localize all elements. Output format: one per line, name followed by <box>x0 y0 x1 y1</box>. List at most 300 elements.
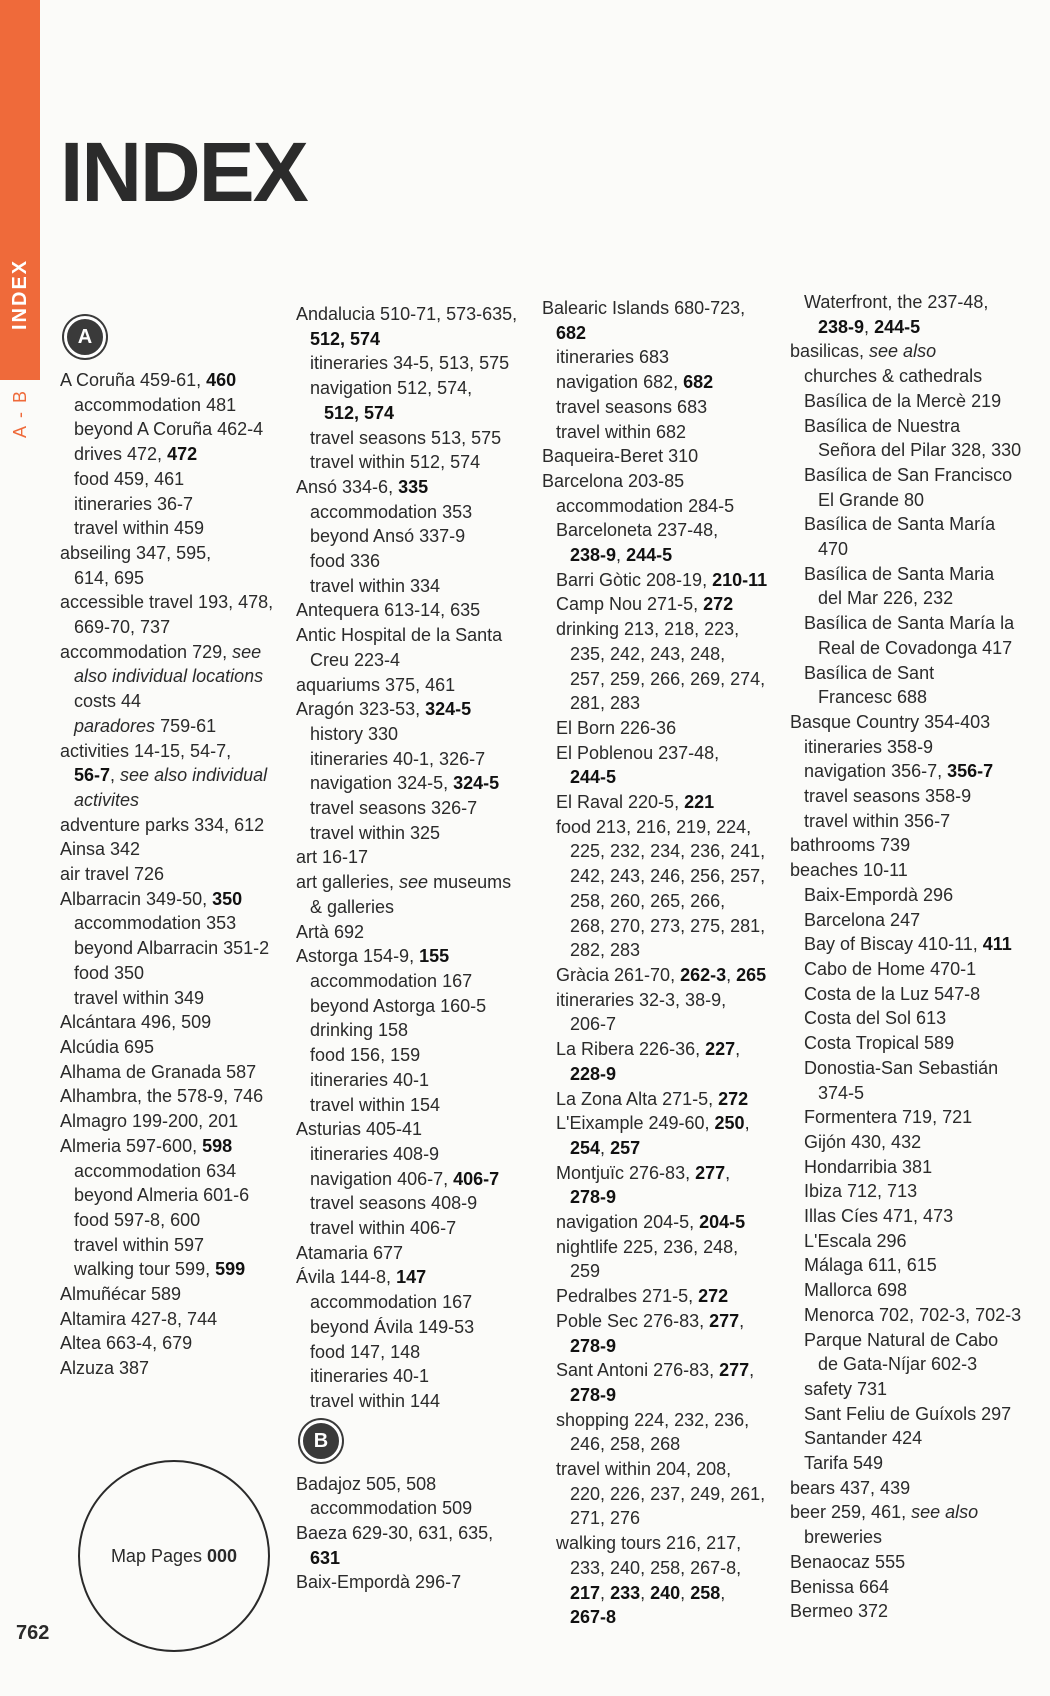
index-entry <box>790 833 1021 858</box>
entry-text: Alcántara 496, 509 <box>60 1012 212 1033</box>
entry-text: beyond A Coruña 462-4 <box>74 419 264 440</box>
entry-text: La Zona Alta 271-5, <box>556 1088 719 1109</box>
entry-text: travel within 204, 208, <box>556 1459 732 1480</box>
entry-text: Ansó 334-6, <box>296 476 399 497</box>
index-entry <box>790 858 1021 883</box>
index-entry-continuation <box>790 636 1021 661</box>
index-entry <box>296 475 517 500</box>
bold-page-ref: 244-5 <box>874 316 921 337</box>
entry-text: Atamaria 677 <box>296 1242 404 1263</box>
entry-text: , <box>600 1137 611 1158</box>
index-entry <box>296 673 517 698</box>
entry-text: 282, 283 <box>570 940 641 961</box>
index-entry-continuation <box>60 615 273 640</box>
entry-text: & galleries <box>310 896 395 917</box>
entry-text: El Born 226-36 <box>556 717 677 738</box>
index-subentry <box>790 735 1021 760</box>
entry-text: , <box>110 765 121 786</box>
entry-text: air travel 726 <box>60 864 165 885</box>
entry-text: Costa Tropical 589 <box>804 1033 955 1054</box>
entry-text: 225, 232, 234, 236, 241, <box>570 841 766 862</box>
index-entry-continuation <box>542 667 767 692</box>
entry-text: travel within 406-7 <box>310 1218 457 1239</box>
entry-text: beyond Astorga 160-5 <box>310 995 487 1016</box>
entry-text: navigation 356-7, <box>804 761 948 782</box>
entry-text: , <box>726 964 737 985</box>
bold-page-ref: 350 <box>212 888 243 909</box>
entry-text: Bay of Biscay 410-11, <box>804 934 983 955</box>
entry-text: Santander 424 <box>804 1428 923 1449</box>
bold-page-ref: 411 <box>982 934 1012 955</box>
entry-text: Almagro 199-200, 201 <box>60 1111 239 1132</box>
entry-text: accommodation 481 <box>74 394 237 415</box>
entry-text: Basílica de Santa Maria <box>804 563 995 584</box>
entry-text: travel within 334 <box>310 575 441 596</box>
index-entry <box>60 1060 273 1085</box>
page-number: 762 <box>16 1622 50 1644</box>
entry-text: Gijón 430, 432 <box>804 1131 922 1152</box>
bold-page-ref: 599 <box>215 1259 246 1280</box>
index-entry-continuation <box>296 895 517 920</box>
index-column-3 <box>542 296 767 1630</box>
index-entry-continuation <box>542 1605 767 1630</box>
bold-page-ref: 147 <box>396 1267 427 1288</box>
entry-text: travel seasons 408-9 <box>310 1193 478 1214</box>
index-entry-continuation <box>296 648 517 673</box>
index-subentry <box>296 1043 517 1068</box>
index-column-4 <box>790 290 1021 1624</box>
entry-text: beer 259, 461, <box>790 1502 912 1523</box>
entry-text: 242, 243, 246, 256, 257, <box>570 866 766 887</box>
index-entry <box>296 302 517 327</box>
index-subentry <box>60 936 273 961</box>
entry-text: itineraries 34-5, 513, 575 <box>310 353 510 374</box>
index-subentry <box>790 759 1021 784</box>
index-entry <box>60 739 273 764</box>
italic-text: see also <box>911 1502 979 1523</box>
index-subentry <box>790 908 1021 933</box>
index-subentry <box>296 500 517 525</box>
index-entry <box>790 1599 1021 1624</box>
index-entry-continuation <box>790 364 1021 389</box>
index-entry <box>60 887 273 912</box>
entry-text: , <box>725 1162 731 1183</box>
index-entry-continuation <box>542 765 767 790</box>
index-entry-continuation <box>542 691 767 716</box>
index-subentry <box>296 821 517 846</box>
entry-text: Montjuïc 276-83, <box>556 1162 696 1183</box>
section-letter-badge: A <box>64 316 106 358</box>
index-entry <box>790 1575 1021 1600</box>
index-entry-continuation <box>542 864 767 889</box>
entry-text: Barcelona 203-85 <box>542 470 685 491</box>
map-pages-label: Map Pages <box>110 1545 202 1566</box>
index-subentry <box>790 562 1021 587</box>
entry-text: Menorca 702, 702-3, 702-3 <box>804 1304 1022 1325</box>
index-subentry <box>542 1358 767 1383</box>
index-entry-continuation <box>542 543 767 568</box>
entry-text: itineraries 32-3, 38-9, <box>556 989 727 1010</box>
index-subentry <box>542 1210 767 1235</box>
index-subentry <box>296 1018 517 1043</box>
index-entry <box>542 469 767 494</box>
index-entry-continuation <box>790 315 1021 340</box>
bold-page-ref: 244-5 <box>570 767 617 788</box>
entry-text: L'Escala 296 <box>804 1230 907 1251</box>
index-entry <box>296 870 517 895</box>
entry-text: Donostia-San Sebastián <box>804 1057 999 1078</box>
entry-text: de Gata-Níjar 602-3 <box>818 1354 978 1375</box>
index-subentry <box>60 1257 273 1282</box>
entry-text: 281, 283 <box>570 693 641 714</box>
index-entry <box>60 1010 273 1035</box>
entry-text: 614, 695 <box>74 567 145 588</box>
index-entry <box>542 296 767 321</box>
index-subentry <box>790 414 1021 439</box>
entry-text: , <box>739 1310 745 1331</box>
entry-text: accommodation 353 <box>74 913 237 934</box>
index-subentry <box>790 1303 1021 1328</box>
index-subentry <box>542 1235 767 1260</box>
entry-text: Benaocaz 555 <box>790 1551 906 1572</box>
index-subentry <box>790 1278 1021 1303</box>
index-subentry <box>296 1290 517 1315</box>
entry-text: itineraries 40-1, 326-7 <box>310 748 486 769</box>
entry-text: costs 44 <box>74 691 142 712</box>
entry-text: Balearic Islands 680-723, <box>542 298 746 318</box>
entry-text: Alcúdia 695 <box>60 1036 155 1057</box>
section-letter-badge: B <box>300 1420 342 1462</box>
entry-text: food 597-8, 600 <box>74 1209 201 1230</box>
index-entry <box>60 862 273 887</box>
index-subentry <box>60 911 273 936</box>
entry-text: beyond Albarracin 351-2 <box>74 938 270 959</box>
entry-text: La Ribera 226-36, <box>556 1039 706 1060</box>
entry-text: Baeza 629-30, 631, 635, <box>296 1523 494 1544</box>
index-entry-continuation <box>542 1383 767 1408</box>
index-subentry <box>542 1284 767 1309</box>
index-subentry <box>542 1087 767 1112</box>
index-subentry <box>60 516 273 541</box>
bold-page-ref: 272 <box>718 1088 749 1109</box>
index-entry-continuation <box>790 586 1021 611</box>
entry-text: 268, 270, 273, 275, 281, <box>570 915 766 936</box>
entry-text: navigation 512, 574, <box>310 378 473 399</box>
entry-text: Asturias 405-41 <box>296 1119 423 1140</box>
entry-text: Almuñécar 589 <box>60 1284 182 1305</box>
index-entry-continuation <box>542 889 767 914</box>
entry-text: activities 14-15, 54-7, <box>60 740 232 761</box>
index-subentry <box>542 568 767 593</box>
index-subentry <box>60 492 273 517</box>
index-entry-continuation <box>60 664 273 689</box>
entry-text: churches & cathedrals <box>804 366 983 387</box>
entry-text: food 213, 216, 219, 224, <box>556 816 752 837</box>
entry-text: museums <box>428 872 512 893</box>
entry-text: breweries <box>804 1527 883 1548</box>
index-entry <box>296 697 517 722</box>
entry-text: 669-70, 737 <box>74 617 171 638</box>
index-entry <box>296 598 517 623</box>
entry-text: safety 731 <box>804 1378 888 1399</box>
entry-text: El Grande 80 <box>818 489 925 510</box>
index-subentry <box>60 442 273 467</box>
bold-page-ref: 257 <box>610 1137 641 1158</box>
index-entry <box>60 640 273 665</box>
bold-page-ref: 221 <box>684 792 715 813</box>
index-entry-continuation <box>542 1581 767 1606</box>
index-subentry <box>60 714 273 739</box>
bold-page-ref: 324-5 <box>453 773 500 794</box>
entry-text: Costa de la Luz 547-8 <box>804 983 981 1004</box>
bold-page-ref: 267-8 <box>570 1607 617 1628</box>
index-subentry <box>296 450 517 475</box>
entry-text: food 350 <box>74 962 145 983</box>
index-subentry <box>296 1364 517 1389</box>
entry-text: Baix-Empordà 296 <box>804 884 954 905</box>
italic-text: see also <box>869 341 937 362</box>
entry-text: walking tour 599, <box>74 1259 216 1280</box>
entry-text: navigation 406-7, <box>310 1168 454 1189</box>
entry-text: , <box>749 1360 755 1381</box>
index-subentry <box>790 1105 1021 1130</box>
bold-page-ref: 238-9 <box>818 316 865 337</box>
entry-text: itineraries 40-1 <box>310 1069 430 1090</box>
entry-text: Sant Antoni 276-83, <box>556 1360 720 1381</box>
entry-text: beyond Almeria 601-6 <box>74 1185 250 1206</box>
index-column-2 <box>296 302 517 1595</box>
entry-text: Costa del Sol 613 <box>804 1008 947 1029</box>
entry-text: accommodation 509 <box>310 1498 473 1519</box>
index-subentry <box>542 1531 767 1556</box>
index-subentry <box>296 994 517 1019</box>
index-subentry <box>542 790 767 815</box>
index-entry-continuation <box>542 1136 767 1161</box>
index-subentry <box>790 611 1021 636</box>
entry-text: El Raval 220-5, <box>556 792 685 813</box>
map-pages-number: 000 <box>207 1545 238 1566</box>
bold-page-ref: 155 <box>419 946 450 967</box>
index-entry <box>60 1356 273 1381</box>
map-pages-badge <box>78 1460 270 1652</box>
index-subentry <box>790 290 1021 315</box>
entry-text: travel seasons 358-9 <box>804 786 972 807</box>
entry-text: accommodation 353 <box>310 501 473 522</box>
entry-text: 220, 226, 237, 249, 261, <box>570 1483 766 1504</box>
entry-text: shopping 224, 232, 236, <box>556 1409 750 1430</box>
entry-text: Astorga 154-9, <box>296 946 420 967</box>
bold-page-ref: 324-5 <box>425 699 472 720</box>
entry-text: travel seasons 326-7 <box>310 798 478 819</box>
index-entry-continuation <box>542 914 767 939</box>
index-subentry <box>790 389 1021 414</box>
index-entry-continuation <box>542 1259 767 1284</box>
index-subentry <box>790 809 1021 834</box>
entry-text: travel within 356-7 <box>804 810 951 831</box>
index-subentry <box>790 1130 1021 1155</box>
entry-text: food 147, 148 <box>310 1341 421 1362</box>
entry-text: 271, 276 <box>570 1508 641 1529</box>
index-entry <box>60 1134 273 1159</box>
index-subentry <box>542 1408 767 1433</box>
index-entry <box>60 837 273 862</box>
index-subentry <box>296 1340 517 1365</box>
entry-text: 759-61 <box>155 715 217 736</box>
entry-text: 470 <box>818 539 849 560</box>
entry-text: Gràcia 261-70, <box>556 964 681 985</box>
index-subentry <box>542 815 767 840</box>
entry-text: itineraries 408-9 <box>310 1143 440 1164</box>
entry-text: Almeria 597-600, <box>60 1135 203 1156</box>
entry-text: art 16-17 <box>296 847 369 868</box>
entry-text: , <box>744 1113 750 1134</box>
index-entry <box>296 623 517 648</box>
entry-text: nightlife 225, 236, 248, <box>556 1236 739 1257</box>
entry-text: Francesc 688 <box>818 687 928 708</box>
bold-page-ref: 272 <box>698 1286 729 1307</box>
index-entry <box>60 813 273 838</box>
index-entry <box>296 1472 517 1497</box>
index-subentry <box>296 1068 517 1093</box>
index-subentry <box>296 1315 517 1340</box>
index-entry-continuation <box>60 763 273 788</box>
entry-text: travel within 512, 574 <box>310 452 481 473</box>
index-entry-continuation <box>60 566 273 591</box>
index-subentry <box>60 1233 273 1258</box>
bold-page-ref: 278-9 <box>570 1335 617 1356</box>
bold-page-ref: 210-11 <box>712 569 768 590</box>
entry-text: Alhambra, the 578-9, 746 <box>60 1086 264 1107</box>
entry-text: accommodation 729, <box>60 641 233 662</box>
entry-text: 257, 259, 266, 269, 274, <box>570 668 766 689</box>
bold-page-ref: 278-9 <box>570 1187 617 1208</box>
entry-text: Andalucia 510-71, 573-635, <box>296 304 518 324</box>
index-subentry <box>542 1111 767 1136</box>
index-subentry <box>296 747 517 772</box>
entry-text: Barcelona 247 <box>804 909 921 930</box>
index-subentry <box>542 1309 767 1334</box>
bold-page-ref: 472 <box>167 444 198 465</box>
entry-text: Málaga 611, 615 <box>804 1255 937 1276</box>
index-subentry <box>542 716 767 741</box>
entry-text: accessible travel 193, 478, <box>60 592 274 613</box>
entry-text: Waterfront, the 237-48, <box>804 292 989 312</box>
bold-page-ref: 278-9 <box>570 1384 617 1405</box>
italic-text: see <box>232 641 262 662</box>
entry-text: accommodation 284-5 <box>556 495 735 516</box>
index-subentry <box>296 1191 517 1216</box>
index-entry-continuation <box>790 488 1021 513</box>
bold-page-ref: 272 <box>703 594 734 615</box>
index-subentry <box>296 524 517 549</box>
entry-text: L'Eixample 249-60, <box>556 1113 715 1134</box>
index-entry <box>60 368 273 393</box>
index-subentry <box>790 1031 1021 1056</box>
entry-text: Bermeo 372 <box>790 1601 889 1622</box>
index-entry-continuation <box>542 1012 767 1037</box>
index-subentry <box>296 771 517 796</box>
index-subentry <box>296 1216 517 1241</box>
index-entry-continuation <box>790 1352 1021 1377</box>
index-entry-continuation <box>542 1334 767 1359</box>
entry-text: Señora del Pilar 328, 330 <box>818 440 1022 461</box>
entry-text: Cabo de Home 470-1 <box>804 958 977 979</box>
entry-text: Baix-Empordà 296-7 <box>296 1572 462 1593</box>
index-entry-continuation <box>542 1432 767 1457</box>
entry-text: , <box>680 1582 691 1603</box>
bold-page-ref: 233 <box>610 1582 641 1603</box>
entry-text: Basílica de Nuestra <box>804 415 961 436</box>
entry-text: Alzuza 387 <box>60 1358 150 1379</box>
index-entry-continuation <box>296 327 517 352</box>
index-subentry <box>790 1451 1021 1476</box>
index-entry-continuation <box>542 839 767 864</box>
index-subentry <box>296 1142 517 1167</box>
entry-text: abseiling 347, 595, <box>60 542 212 563</box>
index-entry <box>296 1521 517 1546</box>
entry-text: Barceloneta 237-48, <box>556 520 719 541</box>
index-subentry <box>60 986 273 1011</box>
index-subentry <box>790 957 1021 982</box>
entry-text: itineraries 683 <box>556 347 670 368</box>
entry-text: A Coruña 459-61, <box>60 370 207 390</box>
bold-page-ref: 238-9 <box>570 545 617 566</box>
index-entry-continuation <box>296 1546 517 1571</box>
index-entry <box>296 944 517 969</box>
bold-page-ref: 598 <box>202 1135 233 1156</box>
index-subentry <box>60 467 273 492</box>
entry-text: Antequera 613-14, 635 <box>296 600 481 621</box>
index-subentry <box>296 796 517 821</box>
entry-text: Parque Natural de Cabo <box>804 1329 999 1350</box>
index-subentry <box>296 376 517 401</box>
index-subentry <box>60 417 273 442</box>
entry-text: , <box>720 1582 726 1603</box>
index-subentry <box>542 963 767 988</box>
index-entry <box>296 1265 517 1290</box>
entry-text: , <box>864 316 875 337</box>
entry-text: Ávila 144-8, <box>296 1267 397 1288</box>
entry-text: 233, 240, 258, 267-8, <box>570 1557 742 1578</box>
index-subentry <box>790 1377 1021 1402</box>
index-entry <box>60 1282 273 1307</box>
index-entry <box>60 590 273 615</box>
bold-page-ref: 240 <box>650 1582 681 1603</box>
index-entry <box>296 920 517 945</box>
entry-text: aquariums 375, 461 <box>296 674 456 695</box>
entry-text: food 459, 461 <box>74 468 185 489</box>
entry-text: beaches 10-11 <box>790 860 908 881</box>
index-subentry <box>790 1328 1021 1353</box>
entry-text: Benissa 664 <box>790 1576 890 1597</box>
entry-text: drives 472, <box>74 444 168 465</box>
entry-text: navigation 324-5, <box>310 773 454 794</box>
bold-page-ref: 682 <box>683 372 714 393</box>
index-subentry <box>60 393 273 418</box>
entry-text: drinking 213, 218, 223, <box>556 619 740 640</box>
index-entry <box>296 845 517 870</box>
index-subentry <box>542 370 767 395</box>
index-entry-continuation <box>542 1062 767 1087</box>
entry-text: travel within 144 <box>310 1390 441 1411</box>
index-entry-continuation <box>790 438 1021 463</box>
index-subentry <box>790 1056 1021 1081</box>
index-entry <box>790 710 1021 735</box>
entry-text: travel seasons 683 <box>556 396 708 417</box>
bold-page-ref: 460 <box>206 370 237 390</box>
entry-text: Alhama de Granada 587 <box>60 1061 257 1082</box>
entry-text: Pedralbes 271-5, <box>556 1286 699 1307</box>
